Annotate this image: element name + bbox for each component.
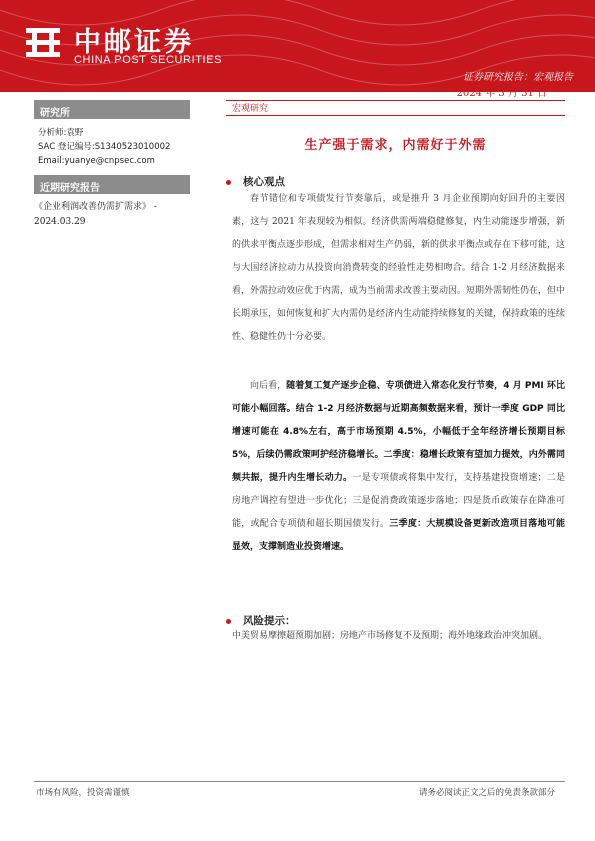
bullet-icon (226, 180, 231, 185)
outlook-bold-1: 随着复工复产逐步企稳、专项债进入常态化发行节奏，4 月 PMI 环比可能小幅回落。结合 1-2 月经济数据与近期高频数据来看，预计一季度 GDP 同比增速可能在 4.8%左右，高于市场预期 4.5%，小幅低于全年经济增长预期目标 5%，后续仍需政策呵护经济稳增长。二季度：稳增长政策有望加力提效，内外需同频共振，提升内生增长动力。 (232, 381, 565, 483)
outlook-paragraph (232, 375, 565, 559)
document-type: 证券研究报告：宏观报告 (463, 72, 573, 83)
footer-divider (34, 781, 565, 782)
risk-text: 中美贸易摩擦超预期加剧；房地产市场修复不及预期；海外地缘政治冲突加剧。 (232, 631, 548, 641)
company-logo-icon (22, 22, 64, 64)
analyst-email[interactable]: Email:yuanye@cnpsec.com (38, 156, 155, 166)
column-tag: 宏观研究 (226, 100, 565, 116)
recent-reports-heading: 近期研究报告 (34, 175, 190, 194)
sidebar (34, 100, 190, 230)
report-title: 生产强于需求，内需好于外需 (304, 138, 487, 153)
recent-report-link[interactable]: 《企业利润改善仍需扩需求》 - 2024.03.29 (34, 202, 157, 227)
outlook-bold-2: 三季度：大规模设备更新改造项目落地可能显效，支撑制造业投资增速。 (232, 519, 565, 552)
report-date: 2024 年 3 月 31 日 (456, 88, 547, 99)
main-content (226, 100, 566, 641)
analyst-name: 分析师:袁野 (38, 128, 84, 138)
footer-disclaimer-right: 请务必阅读正文之后的免责条款部分 (418, 788, 555, 798)
bullet-icon (226, 619, 231, 624)
research-dept-heading: 研究所 (34, 100, 190, 119)
brand-name-cn: 中邮证券 (74, 27, 194, 58)
outlook-lead: 向后看， (250, 381, 287, 391)
core-view-paragraph: 春节错位和专项债发行节奏靠后，或是推升 3 月企业预期向好回升的主要因素，这与 2021 年表现较为相似。经济供需两端稳健修复，内生动能逐步增强，新的供求平衡点逐步形成，但需求相对生产仍弱，新的供求平衡点或存在下移可能，这与大国经济拉动力从投资向消费转变的经验性走势相吻合。结合 1-2 月经济数据来看，外需拉动效应优于内需，成为当前需求改善主要动因。短期外需韧性仍在，但中长期承压，如何恢复和扩大内需仍是经济内生动能持续修复的关键，保持政策的连续性、稳健性仍十分必要。 (232, 194, 566, 342)
sac-number: SAC 登记编号:S1340523010002 (38, 142, 171, 152)
outlook-detail: 一是专项债或将集中发行，支持基建投资增速；二是房地产调控有望进一步优化；三是促消费政策逐步落地；四是货币政策存在降准可能，或配合专项债和超长期国债发行。 (232, 473, 565, 529)
footer-disclaimer-left: 市场有风险，投资需谨慎 (36, 788, 130, 798)
header-banner (0, 0, 595, 92)
brand-name-en: CHINA POST SECURITIES (74, 54, 223, 66)
analyst-info (34, 119, 190, 175)
risk-heading: 风险提示： (226, 613, 296, 628)
core-view-heading: 核心观点 (226, 174, 285, 189)
